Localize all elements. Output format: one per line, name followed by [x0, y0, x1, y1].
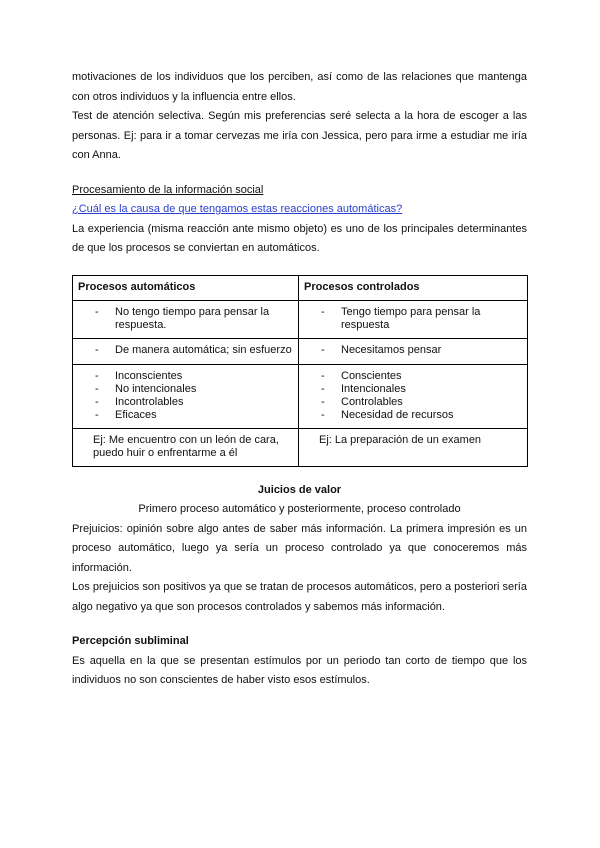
table-row: [73, 300, 528, 338]
table-header-row: [73, 275, 528, 300]
processes-table: [72, 275, 528, 467]
table-cell: [299, 428, 528, 466]
header-automatic: Procesos automáticos: [73, 275, 299, 300]
subliminal-paragraph: Es aquella en la que se presentan estímulos por un periodo tan corto de tiempo que los individuos no son conscientes de haber visto esos estímulos.: [72, 654, 527, 686]
list-item: - Incontrolables: [79, 396, 292, 409]
list-item: - Intencionales: [305, 383, 521, 396]
list-item: - Controlables: [305, 396, 521, 409]
example-automatic: Ej: Me encuentro con un león de cara, puedo huir o enfrentarme a él: [93, 433, 279, 459]
value-judgments-subtitle: Primero proceso automático y posteriormente, proceso controlado: [138, 503, 461, 515]
list-item: - Tengo tiempo para pensar la respuesta: [305, 306, 521, 332]
table-row: [73, 364, 528, 428]
list-item: - No intencionales: [79, 383, 292, 396]
prejudice-paragraph: Prejuicios: opinión sobre algo antes de saber más información. La primera impresión es un proceso automático, luego ya sería un proceso controlado ya que conoceremos más información.: [72, 522, 527, 574]
list-item: - Necesitamos pensar: [305, 344, 521, 357]
table-cell: [73, 338, 299, 364]
section-question: ¿Cuál es la causa de que tengamos estas reacciones automáticas?: [72, 203, 403, 215]
table-cell: [299, 338, 528, 364]
section-heading-subliminal: Percepción subliminal: [72, 635, 189, 647]
table-cell: [73, 364, 299, 428]
list-item: - De manera automática; sin esfuerzo: [79, 344, 292, 357]
list-item: - Necesidad de recursos: [305, 409, 521, 422]
table-cell: [73, 428, 299, 466]
table-cell: [299, 364, 528, 428]
document-page: [72, 68, 527, 691]
table-row: [73, 428, 528, 466]
list-item: - Conscientes: [305, 370, 521, 383]
example-controlled: Ej: La preparación de un examen: [319, 433, 482, 446]
section-heading-social-processing: Procesamiento de la información social: [72, 183, 264, 196]
table-cell: [73, 300, 299, 338]
experience-paragraph: La experiencia (misma reacción ante mismo objeto) es uno de los principales determinantes de que los procesos se conviertan en automáticos.: [72, 222, 527, 254]
intro-continuation: motivaciones de los individuos que los perciben, así como de las relaciones que mantenga con otros individuos y la influencia entre ellos.: [72, 71, 527, 103]
list-item: - Eficaces: [79, 409, 292, 422]
selective-attention-paragraph: Test de atención selectiva. Según mis preferencias seré selecta a la hora de escoger a las personas. Ej: para ir a tomar cervezas me iría con Jessica, pero para irme a estudiar me iría con Anna.: [72, 110, 527, 161]
table-cell: [299, 300, 528, 338]
prejudice-positive-paragraph: Los prejuicios son positivos ya que se tratan de procesos automáticos, pero a posteriori sería algo negativo ya que son procesos controlados y sabemos más información.: [72, 581, 527, 613]
table-row: [73, 338, 528, 364]
list-item: - Inconscientes: [79, 370, 292, 383]
header-controlled: Procesos controlados: [299, 275, 528, 300]
list-item: - No tengo tiempo para pensar la respuesta.: [79, 306, 292, 332]
section-heading-value-judgments: Juicios de valor: [257, 483, 342, 496]
